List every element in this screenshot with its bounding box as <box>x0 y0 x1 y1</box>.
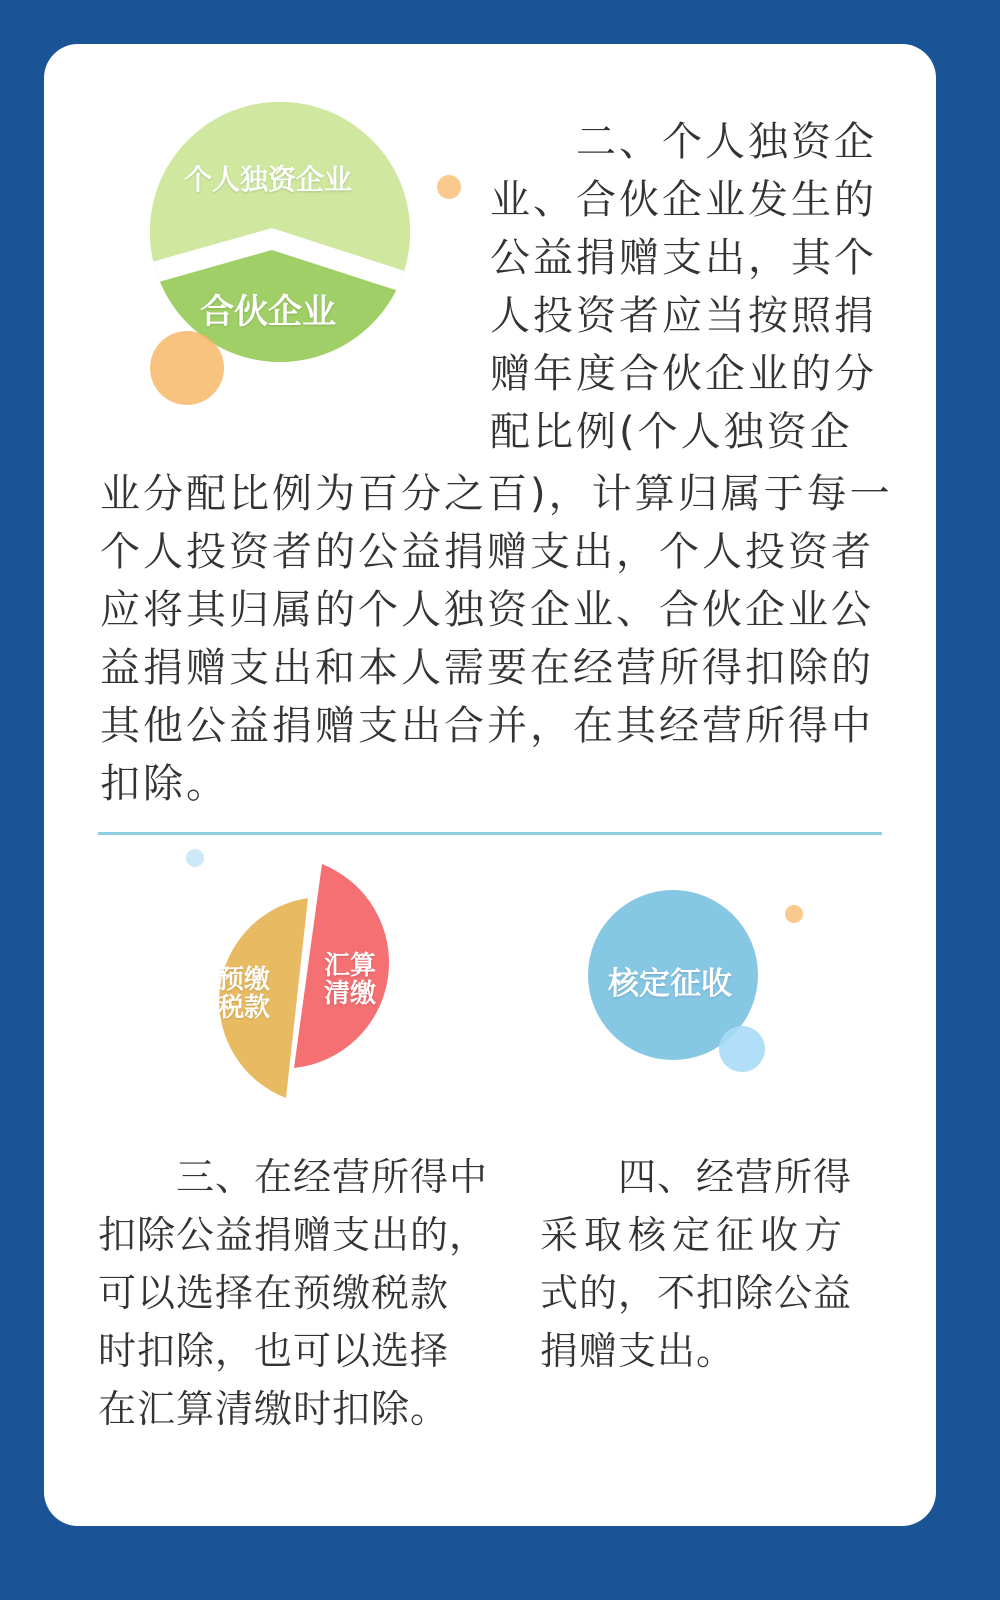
assessed-collection-label: 核定征收 <box>608 966 732 1002</box>
section-two-line-5: 赠年度合伙企业的分 <box>490 351 877 397</box>
light-blue-accent-dot <box>719 1026 765 1072</box>
partnership-label: 合伙企业 <box>200 292 336 332</box>
sole-proprietorship-label: 个人独资企业 <box>184 163 353 196</box>
section-four-line-3: 式的，不扣除公益 <box>540 1271 853 1315</box>
section-three-line-5: 在汇算清缴时扣除。 <box>98 1387 450 1431</box>
section-four-line-4: 捐赠支出。 <box>540 1329 736 1373</box>
enterprise-type-diagram <box>140 100 470 410</box>
section-two-line-7: 业分配比例为百分之百)，计算归属于每一 <box>100 471 893 517</box>
section-three-line-4: 时扣除，也可以选择 <box>98 1329 450 1373</box>
section-four-line-1: 四、经营所得 <box>540 1155 853 1199</box>
section-three-line-2: 扣除公益捐赠支出的， <box>98 1213 489 1257</box>
section-three-line-3: 可以选择在预缴税款 <box>98 1271 450 1315</box>
section-divider <box>98 832 882 835</box>
small-orange-dot <box>437 175 461 199</box>
section-two-line-11: 其他公益捐赠支出合并，在其经营所得中 <box>100 703 874 749</box>
section-two-line-4: 人投资者应当按照捐 <box>490 293 877 339</box>
section-two-line-10: 益捐赠支出和本人需要在经营所得扣除的 <box>100 645 874 691</box>
section-two-line-8: 个人投资者的公益捐赠支出，个人投资者 <box>100 529 874 575</box>
section-two-line-2: 业、合伙企业发生的 <box>490 177 877 223</box>
content-card <box>44 44 936 1526</box>
section-two-line-9: 应将其归属的个人独资企业、合伙企业公 <box>100 587 874 633</box>
prepaid-tax-label: 预缴 税款 <box>218 965 271 1023</box>
section-three-line-1: 三、在经营所得中 <box>98 1155 489 1199</box>
section-two-line-1: 二、个人独资企 <box>490 119 877 165</box>
section-four-line-2: 采取核定征收方 <box>540 1213 849 1257</box>
annual-settlement-label: 汇算 清缴 <box>324 951 377 1009</box>
small-orange-dot-right <box>785 905 803 923</box>
section-two-line-6: 配比例(个人独资企 <box>490 409 853 455</box>
section-two-line-3: 公益捐赠支出，其个 <box>490 235 877 281</box>
section-two-line-12: 扣除。 <box>100 761 229 807</box>
orange-accent-dot <box>150 331 224 405</box>
